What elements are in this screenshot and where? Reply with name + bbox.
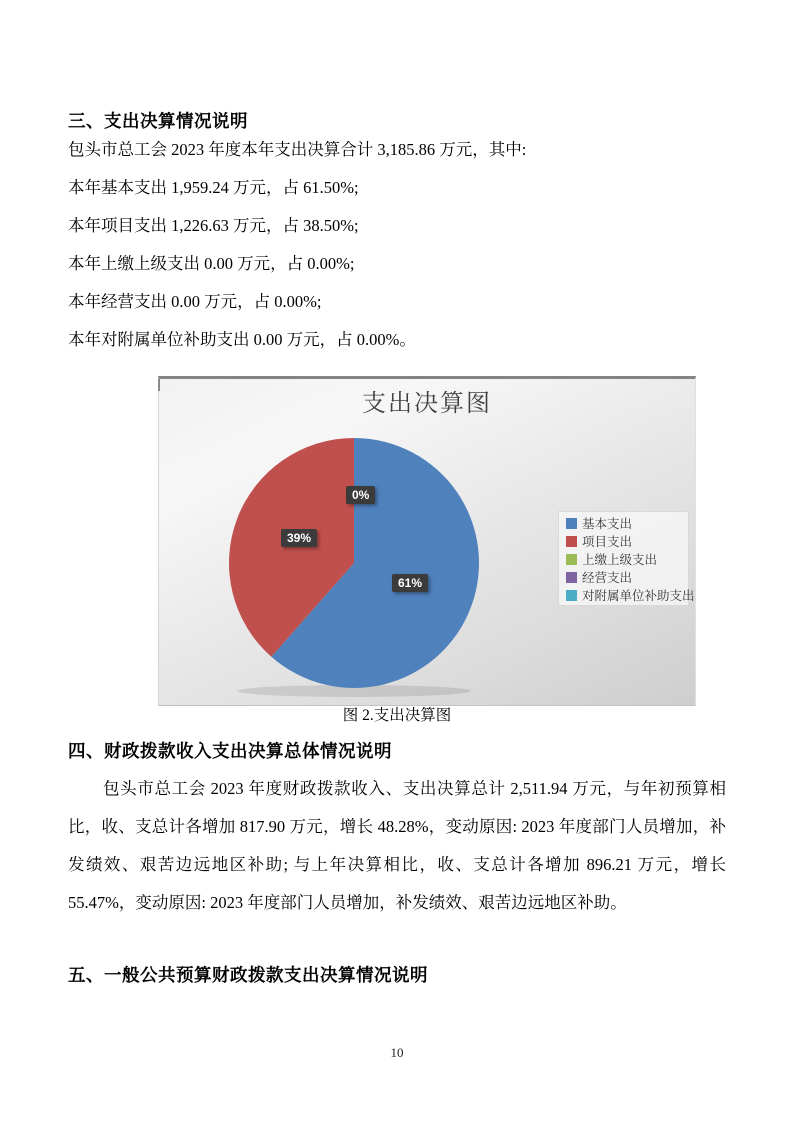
legend-label: 经营支出 — [582, 571, 633, 585]
expenditure-pie-chart-figure — [158, 376, 696, 706]
legend-swatch-icon — [566, 536, 577, 547]
pie-data-label-zero: 0% — [346, 486, 375, 504]
legend-swatch-icon — [566, 554, 577, 565]
chart-title: 支出决算图 — [362, 391, 492, 417]
body-line: 本年基本支出 1,959.24 万元，占 61.50%; — [68, 178, 359, 197]
body-line: 本年项目支出 1,226.63 万元，占 38.50%; — [68, 216, 359, 235]
chart-legend — [558, 511, 695, 606]
figure-caption: 图 2.支出决算图 — [342, 707, 452, 724]
pie-data-label-project: 39% — [281, 529, 317, 547]
body-line: 包头市总工会 2023 年度本年支出决算合计 3,185.86 万元，其中: — [68, 140, 527, 159]
body-line: 本年经营支出 0.00 万元，占 0.00%; — [68, 292, 322, 311]
legend-item — [566, 586, 695, 604]
legend-item — [566, 568, 681, 586]
legend-item — [566, 514, 681, 532]
legend-label: 对附属单位补助支出 — [582, 589, 695, 603]
legend-label: 基本支出 — [582, 517, 633, 531]
section-4-paragraph: 包头市总工会 2023 年度财政拨款收入、支出决算总计 2,511.94 万元，与年初预算相比，收、支总计各增加 817.90 万元，增长 48.28%，变动原因: 2023 年度部门人员增加，补发绩效、艰苦边远地区补助; 与上年决算相比，收、支总计各增加 896.21 万元，增长 55.47%，变动原因: 2023 年度部门人员增加，补发绩效、艰苦边远地区补助。 — [68, 779, 726, 912]
legend-swatch-icon — [566, 572, 577, 583]
section-3-heading: 三、支出决算情况说明 — [68, 111, 248, 131]
section-4-heading: 四、财政拨款收入支出决算总体情况说明 — [68, 741, 392, 761]
page-number: 10 — [390, 1045, 404, 1060]
legend-swatch-icon — [566, 518, 577, 529]
body-line: 本年上缴上级支出 0.00 万元，占 0.00%; — [68, 254, 355, 273]
legend-label: 项目支出 — [582, 535, 633, 549]
section-3-body — [68, 131, 726, 359]
legend-item — [566, 550, 681, 568]
legend-item — [566, 532, 681, 550]
pie-data-label-basic: 61% — [392, 574, 428, 592]
legend-label: 上缴上级支出 — [582, 553, 658, 567]
body-line: 本年对附属单位补助支出 0.00 万元，占 0.00%。 — [68, 330, 416, 349]
section-5-heading: 五、一般公共预算财政拨款支出决算情况说明 — [68, 965, 428, 985]
legend-swatch-icon — [566, 590, 577, 601]
